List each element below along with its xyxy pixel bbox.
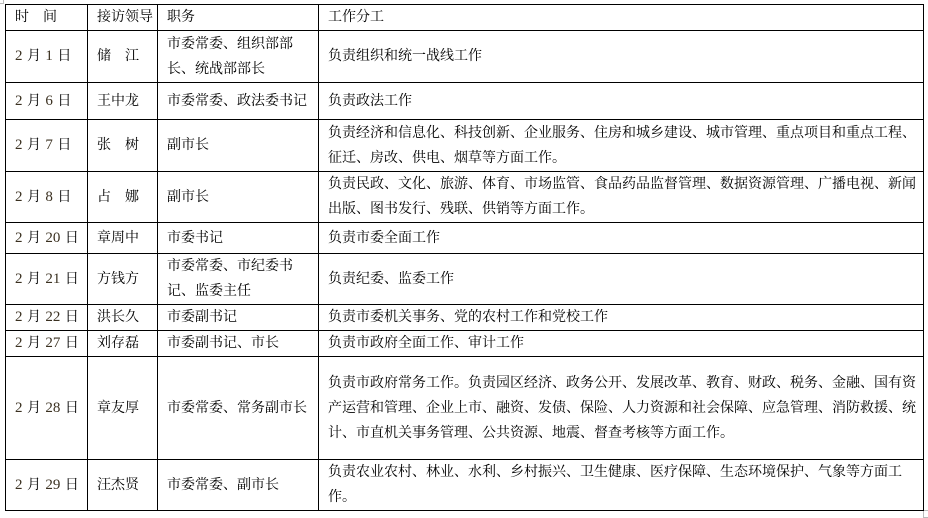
leader-cell: 汪杰贤 [88, 460, 158, 511]
table-row [6, 254, 924, 305]
table-row [6, 172, 924, 223]
page-corner-mark [923, 510, 928, 518]
date-unit: 月 [22, 48, 46, 64]
reception-schedule-table [5, 4, 924, 511]
date-unit: 日 [60, 335, 79, 351]
date-cell [6, 305, 88, 331]
duty-cell: 负责经济和信息化、科技创新、企业服务、住房和城乡建设、城市管理、重点项目和重点工程、征迁、房改、供电、烟草等方面工作。 [319, 120, 924, 172]
date-number: 2 [15, 229, 23, 246]
table-row [6, 83, 924, 120]
date-unit: 日 [52, 137, 72, 153]
header-duty: 工作分工 [319, 5, 924, 31]
position-cell: 市委书记 [158, 223, 319, 254]
date-unit: 月 [22, 137, 46, 153]
date-unit: 日 [60, 309, 79, 325]
leader-cell: 刘存磊 [88, 331, 158, 357]
date-number: 8 [45, 188, 53, 205]
leader-cell: 占 娜 [88, 172, 158, 223]
leader-cell: 储 江 [88, 31, 158, 83]
duty-cell: 负责市政府全面工作、审计工作 [319, 331, 924, 357]
date-number: 7 [45, 137, 53, 153]
table-row [6, 305, 924, 331]
date-number: 21 [45, 270, 61, 287]
table-row [6, 120, 924, 172]
leader-cell: 方钱方 [88, 254, 158, 305]
date-unit: 月 [22, 399, 46, 416]
date-number: 27 [45, 335, 61, 351]
date-unit: 日 [60, 399, 79, 416]
date-cell [6, 331, 88, 357]
leader-cell: 洪长久 [88, 305, 158, 331]
position-cell: 副市长 [158, 172, 319, 223]
table-row [6, 460, 924, 511]
date-number: 1 [45, 48, 53, 64]
date-number: 6 [45, 92, 53, 109]
date-cell [6, 83, 88, 120]
position-cell: 市委常委、副市长 [158, 460, 319, 511]
table-header-row [6, 5, 924, 31]
date-cell [6, 357, 88, 460]
header-position: 职务 [158, 5, 319, 31]
table-row [6, 331, 924, 357]
leader-cell: 张 树 [88, 120, 158, 172]
duty-cell: 负责政法工作 [319, 83, 924, 120]
date-cell [6, 120, 88, 172]
date-number: 22 [45, 309, 61, 325]
duty-cell: 负责农业农村、林业、水利、乡村振兴、卫生健康、医疗保障、生态环境保护、气象等方面工作。 [319, 460, 924, 511]
duty-cell: 负责民政、文化、旅游、体育、市场监管、食品药品监督管理、数据资源管理、广播电视、新闻出版、图书发行、残联、供销等方面工作。 [319, 172, 924, 223]
date-cell [6, 254, 88, 305]
date-number: 29 [45, 476, 61, 493]
table-row [6, 357, 924, 460]
page-corner-mark [0, 0, 4, 4]
date-unit: 日 [52, 188, 72, 205]
date-unit: 月 [22, 309, 46, 325]
date-cell [6, 31, 88, 83]
date-number: 2 [15, 399, 23, 416]
leader-cell: 王中龙 [88, 83, 158, 120]
date-unit: 月 [22, 335, 46, 351]
date-unit: 月 [22, 188, 46, 205]
date-number: 20 [45, 229, 61, 246]
position-cell: 市委常委、政法委书记 [158, 83, 319, 120]
leader-cell: 章友厚 [88, 357, 158, 460]
position-cell: 市委常委、常务副市长 [158, 357, 319, 460]
date-cell [6, 460, 88, 511]
position-cell: 市委常委、组织部部长、统战部部长 [158, 31, 319, 83]
date-unit: 日 [60, 229, 79, 246]
position-cell: 市委副书记、市长 [158, 331, 319, 357]
date-number: 2 [15, 137, 23, 153]
leader-cell: 章周中 [88, 223, 158, 254]
position-cell: 市委副书记 [158, 305, 319, 331]
date-number: 28 [45, 399, 61, 416]
date-cell [6, 223, 88, 254]
duty-cell: 负责市委全面工作 [319, 223, 924, 254]
position-cell: 市委常委、市纪委书记、监委主任 [158, 254, 319, 305]
date-unit: 日 [60, 476, 79, 493]
table-row [6, 31, 924, 83]
date-number: 2 [15, 92, 23, 109]
table-row [6, 223, 924, 254]
date-number: 2 [15, 188, 23, 205]
header-leader: 接访领导 [88, 5, 158, 31]
date-unit: 月 [22, 92, 46, 109]
date-unit: 月 [22, 476, 46, 493]
date-number: 2 [15, 270, 23, 287]
duty-cell: 负责市委机关事务、党的农村工作和党校工作 [319, 305, 924, 331]
date-unit: 日 [52, 92, 72, 109]
date-unit: 月 [22, 229, 46, 246]
date-number: 2 [15, 309, 23, 325]
date-number: 2 [15, 48, 23, 64]
duty-cell: 负责纪委、监委工作 [319, 254, 924, 305]
date-number: 2 [15, 476, 23, 493]
duty-cell: 负责市政府常务工作。负责园区经济、政务公开、发展改革、教育、财政、税务、金融、国有资产运营和管理、企业上市、融资、发债、保险、人力资源和社会保障、应急管理、消防救援、统计、市直机关事务管理、公共资源、地震、督查考核等方面工作。 [319, 357, 924, 460]
duty-cell: 负责组织和统一战线工作 [319, 31, 924, 83]
date-unit: 日 [52, 48, 72, 64]
position-cell: 副市长 [158, 120, 319, 172]
date-cell [6, 172, 88, 223]
date-number: 2 [15, 335, 23, 351]
header-date: 时 间 [6, 5, 88, 31]
date-unit: 日 [60, 270, 79, 287]
date-unit: 月 [22, 270, 46, 287]
